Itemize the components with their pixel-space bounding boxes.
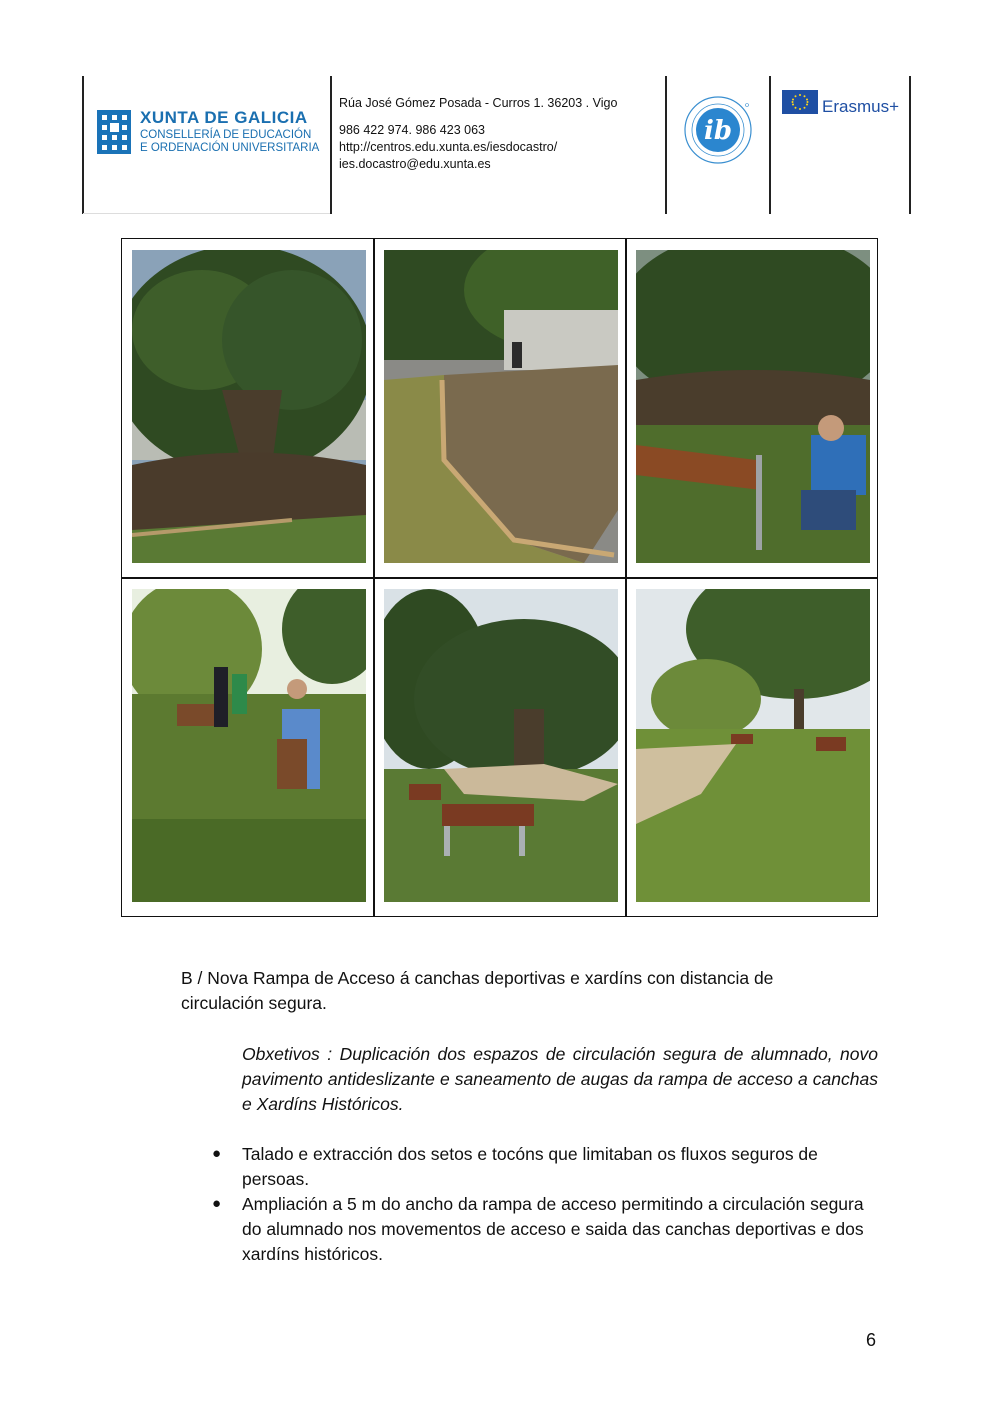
photo-man-repairing-bench bbox=[636, 250, 870, 563]
section-title-line-1: B / Nova Rampa de Acceso á canchas deportivas e xardíns con distancia de bbox=[181, 968, 774, 988]
school-phones: 986 422 974. 986 423 063 bbox=[339, 123, 485, 137]
header-divider bbox=[665, 76, 667, 214]
eu-flag-icon bbox=[782, 90, 818, 114]
galicia-flag-icon bbox=[97, 110, 131, 154]
grid-divider bbox=[122, 577, 877, 579]
bullet-item: Ampliación a 5 m do ancho da rampa de acceso permitindo a circulación segura do alumnado nos movementos de acceso e saida das canchas deportivas e dos xardíns históricos. bbox=[242, 1194, 864, 1264]
header-divider bbox=[82, 76, 84, 214]
org-subtitle bbox=[140, 129, 319, 155]
org-name: XUNTA DE GALICIA bbox=[140, 108, 308, 127]
org-subtitle-line-1: CONSELLERÍA DE EDUCACIÓN bbox=[140, 129, 312, 141]
org-subtitle-line-2: E ORDENACIÓN UNIVERSITARIA bbox=[140, 142, 320, 154]
bullet-icon: ● bbox=[212, 1145, 222, 1162]
header-divider bbox=[769, 76, 771, 214]
svg-text:ib: ib bbox=[703, 116, 733, 146]
photo-gravel-path-benches bbox=[636, 589, 870, 902]
xunta-logo bbox=[97, 108, 329, 158]
photo-people-installing-bench bbox=[132, 589, 366, 902]
photo-benches-by-tree bbox=[384, 589, 618, 902]
bullet-icon: ● bbox=[212, 1195, 222, 1212]
ib-world-school-logo-icon bbox=[683, 95, 753, 165]
header-divider bbox=[909, 76, 911, 214]
section-title-line-2: circulación segura. bbox=[181, 993, 327, 1013]
header-underline bbox=[83, 213, 330, 214]
school-website[interactable]: http://centros.edu.xunta.es/iesdocastro/ bbox=[339, 140, 558, 154]
school-address: Rúa José Gómez Posada - Curros 1. 36203 . Vigo bbox=[339, 96, 618, 110]
bullet-item: Talado e extracción dos setos e tocóns que limitaban os fluxos seguros de persoas. bbox=[242, 1144, 818, 1189]
page-number: 6 bbox=[866, 1330, 877, 1350]
objectives-paragraph: Obxetivos : Duplicación dos espazos de circulación segura de alumnado, novo pavimento antideslizante e saneamento de augas da rampa de acceso a canchas e Xardíns Históricos. bbox=[242, 1044, 878, 1114]
header-divider bbox=[330, 76, 332, 214]
school-email[interactable]: ies.docastro@edu.xunta.es bbox=[339, 157, 491, 171]
photo-worker-wooden-edging bbox=[384, 250, 618, 563]
photo-large-tree-garden bbox=[132, 250, 366, 563]
erasmus-logo-text: Erasmus+ bbox=[822, 97, 899, 116]
